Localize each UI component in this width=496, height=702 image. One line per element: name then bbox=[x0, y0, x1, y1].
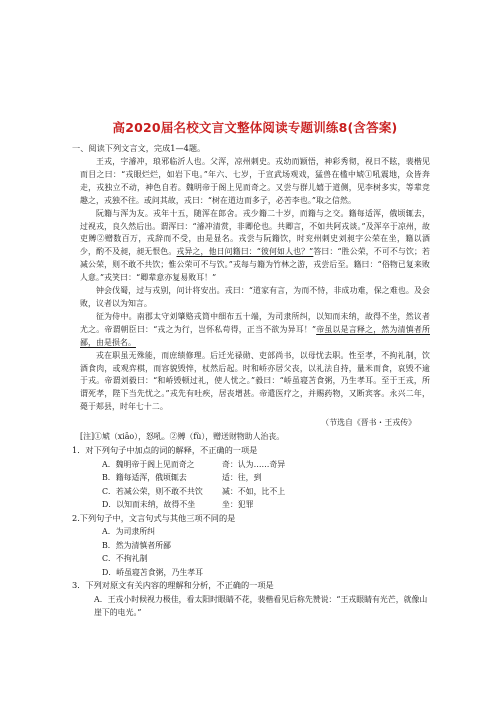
passage-paragraph-4 bbox=[80, 311, 430, 350]
passage-paragraph-3: 钟会伐蜀，过与戎别，问计将安出。戎曰：“道家有言，为而不恃，非成功难，保之难也。及会败，议者以为知言。 bbox=[80, 286, 430, 308]
q1-option-a bbox=[102, 458, 430, 472]
passage-paragraph-2 bbox=[80, 208, 430, 285]
q2-option-c: C．不拘礼制 bbox=[102, 554, 148, 564]
q2-option-d: D．峤虽寝苫食粥，乃生孝耳 bbox=[102, 567, 204, 577]
q2-option-b: B．然为清慎者所鄙 bbox=[102, 540, 171, 550]
para4-underlined-1: 帝虽以是言释之，然为清慎者所鄙，由是损名。 bbox=[80, 324, 430, 347]
question-3: 3．下列对原文有关内容的理解和分析，不正确的一项是 bbox=[72, 580, 274, 591]
question-2: 2.下列句子中，文言句式与其他三项不同的是 bbox=[72, 512, 236, 523]
source-citation: （节选自《晋书・王戎传》 bbox=[321, 418, 416, 428]
q2-option-a: A．为司隶所纠 bbox=[102, 527, 156, 537]
q1-option-b bbox=[102, 471, 430, 485]
q1-option-c bbox=[102, 485, 430, 499]
para4-text-a: 征为侍中。南郡太守刘肇赂戎筒中细布五十端，为司隶所纠，以知而未纳，故得不坐，然议者尤之。帝谓朝臣曰：“戎之为行，岂怀私苟得，正当不欲为异耳！” bbox=[80, 311, 430, 334]
option-gloss: 减：不如，比不上 bbox=[222, 486, 286, 496]
para2-text-b: 答曰：“胜公荣，不可不与饮；若减公荣，则不敢不共饮；惟公荣可不与饮。”戎每与籍为竹林之游，戎尝后至。籍曰：“俗物已复来败人意。”戎笑曰：“卿辈意亦复易败耳！” bbox=[80, 247, 431, 283]
option-gloss: 坐：犯罪 bbox=[222, 500, 254, 510]
option-sentence: A．魏明帝于阁上见而奇之 bbox=[102, 459, 195, 469]
option-sentence: C．若减公荣，则不敢不共饮 bbox=[102, 486, 203, 496]
section-instruction: 一、阅读下列文言文，完成1—4题。 bbox=[72, 143, 206, 153]
para2-underlined-1: 戎异之，他日问籍曰：“彼何如人也？” bbox=[176, 247, 314, 257]
option-sentence: B．籍每适浑，俄顷辄去 bbox=[102, 473, 187, 483]
footnote: [注]①虓（xiāo），怒吼。②赙（fù），赠送财物助人治丧。 bbox=[80, 432, 285, 442]
question-1: 1．对下列句子中加点的词的解释，不正确的一项是 bbox=[72, 445, 258, 456]
q3-option-a: A．王戎小时候视力极佳，看太阳时眼睛不花，裴楷看见后称先赞说：“王戎眼睛有光芒，就像山崖下的电光。” bbox=[94, 594, 428, 618]
option-sentence: D．以知而未纳，故得不坐 bbox=[102, 500, 196, 510]
option-gloss: 适：往，到 bbox=[222, 473, 262, 483]
passage-paragraph-5: 戎在职虽无殊能，而庶绩修理。后迁光禄勋、吏部尚书，以母忧去职。性至孝，不拘礼制，饮酒食肉，或观弈棋，而容貌毁悴，杖然后起。时和峤亦居父丧，以礼法自持，量米而食，哀毁不逾于戎。帝谓刘毅曰：“和峤毁顿过礼，使人忧之。”毅曰：“峤虽寝苫食粥，乃生孝耳。至于王戎，所谓死孝，陛下当先忧之。”戎先有吐疾，居丧增甚。帝遣医疗之，并赐药物，又断宾客。永兴二年，薨于郏县，时年七十二。 bbox=[80, 350, 430, 412]
q1-option-d bbox=[102, 498, 430, 512]
doc-title: 高2020届名校文言文整体阅读专题训练8(含答案) bbox=[112, 120, 398, 135]
passage-paragraph-1: 王戎，字濬冲，琅邪临沂人也。父浑，凉州刺史。戎幼而颖悟，神彩秀彻，视日不眩，裴楷见而目之曰：“戎眼烂烂，如岩下电。”年六、七岁，于宣武场观戏，猛兽在槛中虓①吼震地，众皆奔走，戎独立不动，神色自若。魏明帝于阁上见而奇之。又尝与群儿嬉于道侧，见李树多实，等辈竞趣之，戎独不往。或问其故，戎曰：“树在道边而多子，必苦李也。”取之信然。 bbox=[80, 157, 430, 205]
para2-text-a: 阮籍与浑为友。戎年十五，随浑在郎舍。戎少籍二十岁，而籍与之交。籍每适浑，俄顷辄去，过视戎，良久然后出。谓浑曰：“濬冲清赏，非卿伦也。共卿言，不如共阿戎谈。”及浑卒于凉州，故吏赙②赠数百万，戎辞而不受，由是显名。戎尝与阮籍饮，时兖州刺史刘昶字公荣在坐，籍以酒少，酌不及昶，昶无恨色。 bbox=[80, 208, 430, 257]
option-gloss: 奇：认为……奇异 bbox=[222, 459, 286, 469]
